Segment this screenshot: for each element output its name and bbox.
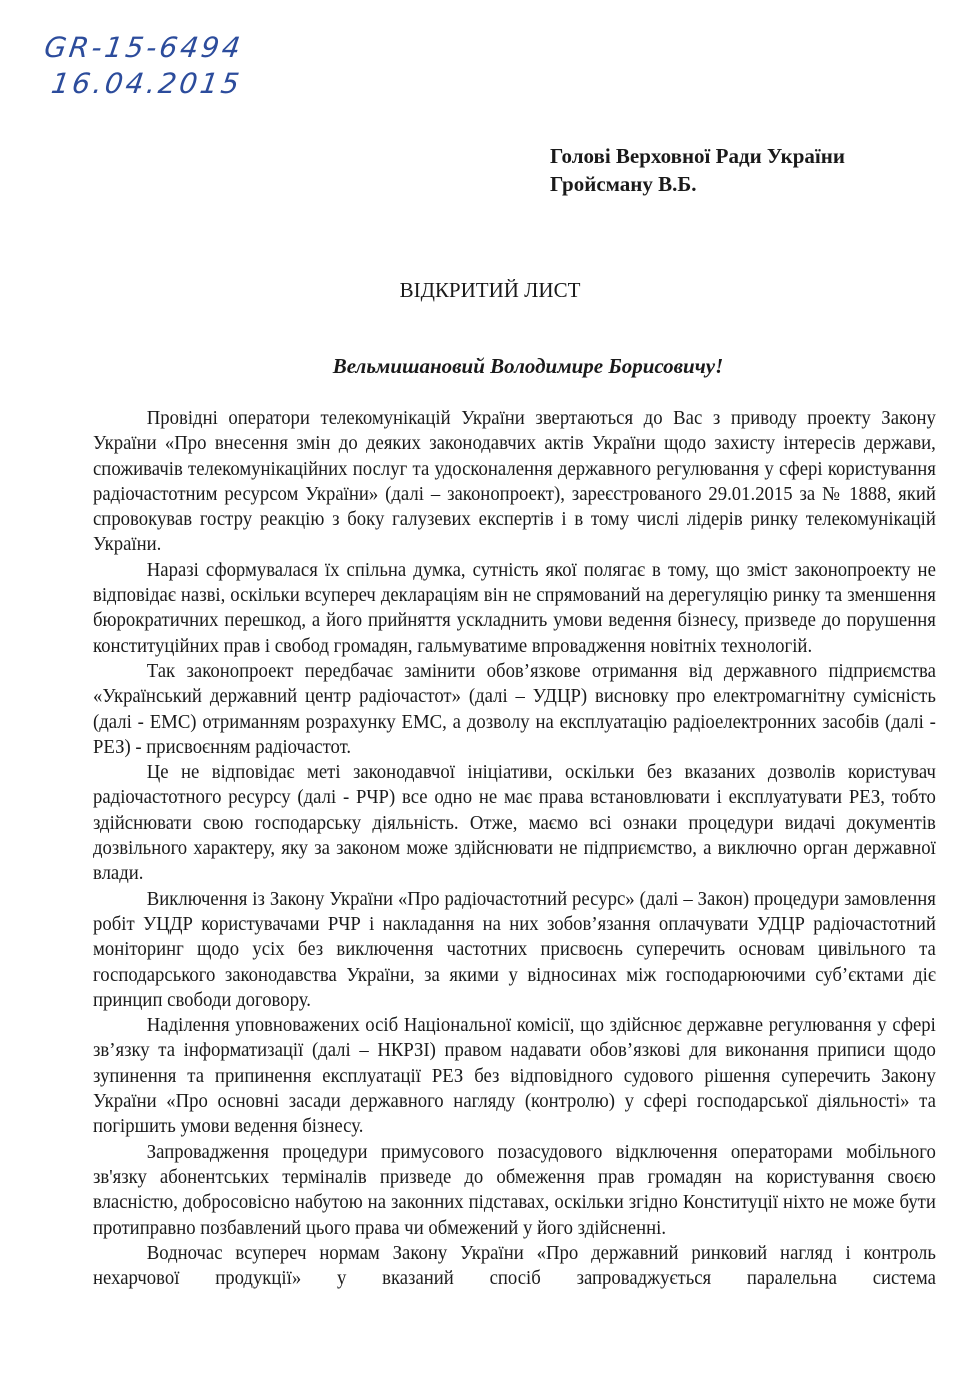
- handwritten-date: 16.04.2015: [49, 67, 245, 100]
- paragraph: Запровадження процедури примусового позасудового відключення операторами мобільного зв'язку абонентських терміналів призведе до обмеження прав громадян на користування своєю власністю, добросовісно набутою на законних підставах, оскільки згідно Конституції ніхто не може бути протиправно позбавлений цього права чи обмежений у його здійсненні.: [93, 1141, 936, 1239]
- salutation: Вельмишановий Володимире Борисовичу!: [332, 354, 724, 378]
- paragraph: Це не відповідає меті законодавчої ініціативи, оскільки без вказаних дозволів користувач радіочастотного ресурсу (далі - РЧР) все одно не має права встановлювати і експлуатувати РЕЗ, тобто здійснювати свою господарську діяльність. Отже, маємо всі ознаки процедури видачі документів дозвільного характеру, яку за законом може здійснювати не підприємство, а виключно орган державної влади.: [93, 762, 936, 885]
- paragraph: Наділення уповноважених осіб Національної комісії, що здійснює державне регулювання у сфері зв’язку та інформатизації (далі – НКРЗІ) правом надавати обов’язкові для виконання приписи щодо зупинення та припинення експлуатації РЕЗ без відповідного судового рішення суперечить Закону України «Про основні засади державного нагляду (контролю) у сфері господарської діяльності» та погіршить умови ведення бізнесу.: [93, 1015, 936, 1138]
- letter-body: [93, 406, 936, 1291]
- handwritten-reference-number: GR-15-6494: [42, 31, 246, 64]
- handwritten-registration-note: [37, 30, 249, 102]
- paragraph: Водночас всупереч нормам Закону України «Про державний ринковий нагляд і контроль нехарчової продукції» у вказаний спосіб запроваджується паралельна система: [93, 1242, 936, 1290]
- paragraph: Так законопроект передбачає замінити обов’язкове отримання від державного підприємства «Український державний центр радіочастот» (далі – УДЦР) висновку про електромагнітну сумісність (далі - ЕМС) отриманням розрахунку ЕМС, а дозволу на експлуатацію радіоелектронних засобів (далі - РЕЗ) - присвоєнням радіочастот.: [93, 660, 936, 758]
- document-title: ВІДКРИТИЙ ЛИСТ: [399, 278, 581, 302]
- addressee-name: Гройсману В.Б.: [550, 172, 697, 196]
- addressee-block: [550, 142, 845, 198]
- paragraph: Провідні оператори телекомунікацій України звертаються до Вас з приводу проекту Закону України «Про внесення змін до деяких законодавчих актів України щодо захисту інтересів держави, споживачів телекомунікаційних послуг та удосконалення державного регулювання у сфері користування радіочастотним ресурсом України» (далі – законопроект), зареєстрованого 29.01.2015 за № 1888, який спровокував гостру реакцію з боку галузевих експертів і в тому числі лідерів ринку телекомунікацій України.: [93, 408, 936, 556]
- paragraph: Наразі сформувалася їх спільна думка, сутність якої полягає в тому, що зміст законопроекту не відповідає назві, оскільки всупереч деклараціям він не спрямований на дерегуляцію ринку та зменшення бюрократичних перешкод, а його прийняття ускладнить умови ведення бізнесу, призведе до порушення конституційних прав і свобод громадян, гальмуватиме впровадження новітніх технологій.: [93, 559, 936, 657]
- paragraph: Виключення із Закону України «Про радіочастотний ресурс» (далі – Закон) процедури замовлення робіт УЦДР користувачами РЧР і накладання на них зобов’язання оплачувати УДЦР радіочастотний моніторинг щодо усіх без виключення частотних присвоєнь суперечить основам цивільного та господарського законодавства України, за якими у відносинах між господарюючими суб’єктами діє принцип свободи договору.: [93, 888, 936, 1011]
- addressee-position: Голові Верховної Ради України: [550, 144, 845, 168]
